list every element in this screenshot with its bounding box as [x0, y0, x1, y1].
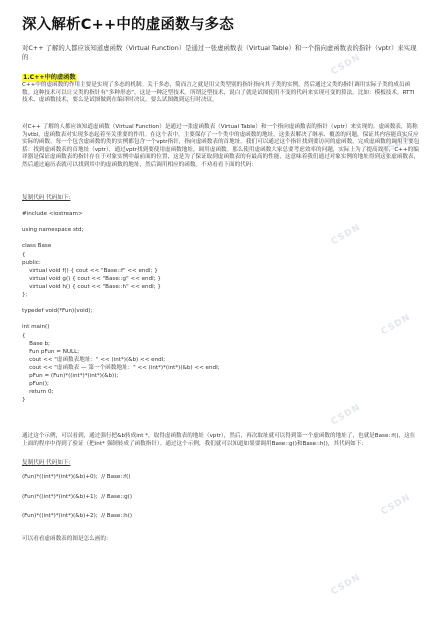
watermark: CSDN	[329, 402, 363, 428]
section-paragraph: C++中的虚函数的作用主要是实现了多态的机制。关于多态，简而言之就是用父类型别的指针指向其子类的实例，然后通过父类的指针调用实际子类的成员函数。这种技术可以让父类的指针有“多种形态”，这是一种泛型技术。所谓泛型技术，说白了就是试图使用不变的代码来实现可变的算法。比如：模板技术，RTTI技术，虚函数技术，要么是试图做到在编译时决议，要么试图做到运行时决议。	[22, 82, 415, 104]
code-line: (Fun)*((int*)*(int*)(&b)+2); // Base::h()	[22, 513, 133, 520]
code-line: #include <iostream>	[22, 211, 83, 217]
code-line: cout << "虚函数表地址：" << (int*)(&b) << endl;	[22, 356, 166, 363]
code-line: }	[22, 397, 26, 404]
section-heading: 1.C++中的虚函数	[23, 74, 76, 81]
code-line: Base b;	[22, 340, 50, 347]
page-title: 深入解析C++中的虚函数与多态	[22, 17, 234, 33]
code-line: typedef void(*Fun)(void);	[22, 308, 93, 315]
watermark: CSDN	[329, 52, 363, 78]
code-line: (Fun)*((int*)*(int*)(&b)+1); // Base::g()	[22, 493, 133, 500]
intro-paragraph: 对C++ 了解的人都应该知道虚函数（Virtual Function）是通过一张虚函数表（Virtual Table）和一个指向虚函数表的指针（vptr）来实现的	[22, 44, 417, 61]
code-line: virtual void h() { cout << "Base::h" << endl; }	[22, 283, 161, 290]
code-line: return 0;	[22, 389, 54, 396]
code-line: virtual void g() { cout << "Base::g" << endl; }	[22, 275, 161, 282]
body-paragraph: 对C++ 了解的人都应该知道虚函数（Virtual Function）是通过一张虚函数表（Virtual Table）和一个指向虚函数表的指针（vptr）来实现的。虚函数表，简称为vtbl，虚函数表对实现多态起着至关重要的作用。在这个表中，主要保存了一个类中的虚函数的地址，这张表解决了继承、覆盖的问题，保证其内容能真实反应实际的函数。每一个包含虚函数的类的实例都包含一个vptr指针，指向虚函数表的首地址。我们可以通过这个指针找到要访问的虚函数，完成虚函数的调用主要包括：找到虚函数表的首地址（vptr），通过vptr找到要使用虚函数地址，调用虚函数。那么使用虚函数大家总要考虑效率的问题，实际上为了提高效率，C++的编译器是保证虚函数表的指针存在于对象实例中最前面的位置，这是为了保证取到虚函数表的有最高的性能，这意味着我们通过对象实例的地址得到这张虚函数表，然后通过遍历表就可以找到其中的虚函数的地址，然后调用相应的函数。不劝看看下面的代码：	[22, 124, 420, 168]
code-line: public:	[22, 259, 41, 266]
watermark: CSDN	[329, 222, 363, 248]
code-line: {	[22, 251, 26, 258]
code-line: (Fun)*((int*)*(int*)(&b)+0); // Base::f()	[22, 474, 131, 480]
code-line: Fun pFun = NULL;	[22, 348, 80, 355]
watermark: CSDN	[329, 572, 363, 598]
watermark: CSDN	[379, 492, 413, 518]
code-line: int main()	[22, 324, 50, 331]
code-line: pFun = (Fun)*((int*)*(int*)(&b));	[22, 373, 119, 379]
footer-text: 可以看看虚函数表的图是怎么画的：	[22, 536, 112, 542]
code-line: virtual void f() { cout << "Base::f" << endl; }	[22, 267, 158, 274]
code-line: cout << "虚函数表 — 第一个函数地址：" << (int*)*(int*)(&b) << endl;	[22, 364, 220, 371]
code-line: };	[22, 292, 28, 298]
code-line: pFun();	[22, 381, 49, 388]
code-line: class Base	[22, 243, 52, 250]
copy-code-link[interactable]: 复制代码 代码如下:	[22, 460, 71, 466]
copy-code-link[interactable]: 复制代码 代码如下:	[22, 195, 71, 201]
code-line: using namespace std;	[22, 227, 84, 234]
body-paragraph: 通过这个示例，可以看到，通过强行把&b转成int *，取得虚函数表的地址（vptr），然后，再次取址就可以得到第一个虚函数的地址了，也就是Base::f()，这在上面的程序中得到了验证（把int* 强制转成了函数指针）。通过这个示例，我们就可以知道如果要调用Base::g()和Base::h()，其代码如下：	[22, 433, 416, 447]
watermark: CSDN	[379, 312, 413, 338]
code-line: {	[22, 332, 26, 339]
watermark: CSDN	[379, 132, 413, 158]
